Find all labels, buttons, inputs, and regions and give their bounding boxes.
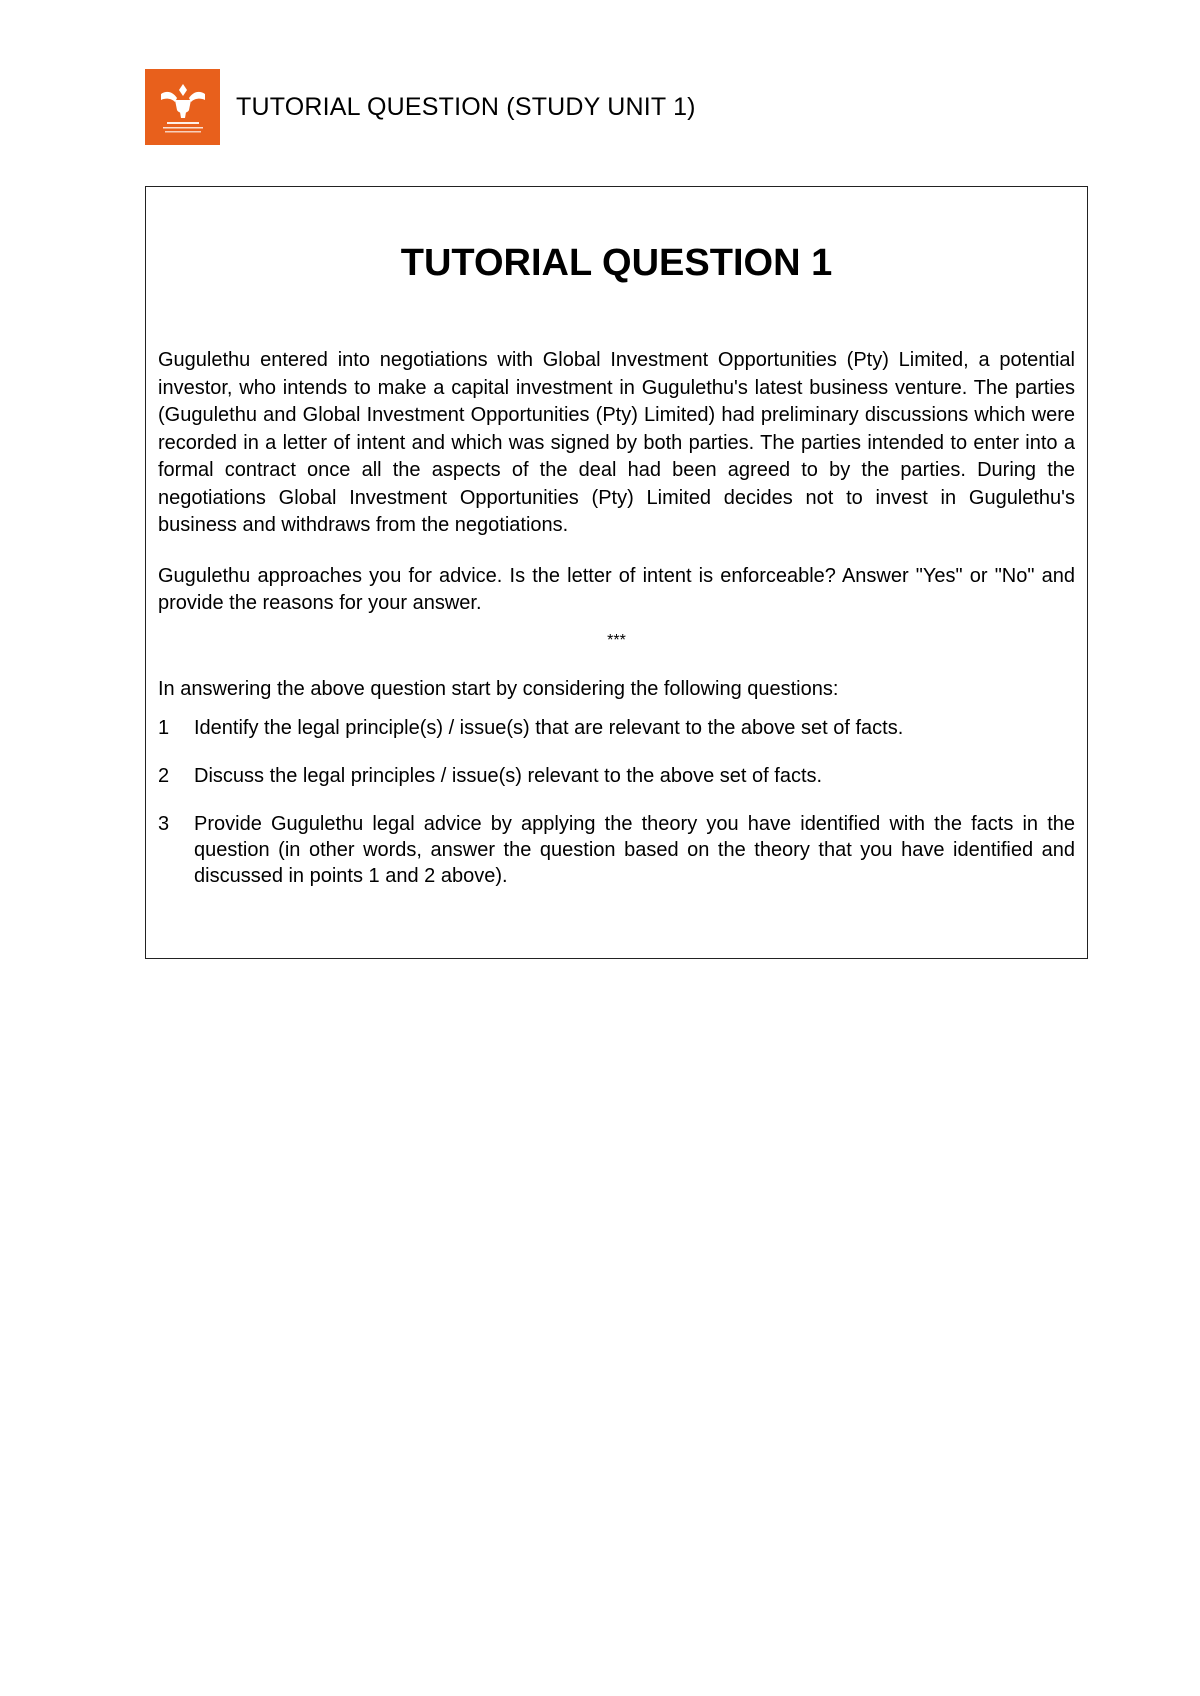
separator-stars: ***: [607, 631, 626, 649]
item-number: 3: [158, 813, 170, 835]
item-text: Discuss the legal principles / issue(s) relevant to the above set of facts.: [194, 765, 823, 787]
item-text: Identify the legal principle(s) / issue(s) that are relevant to the above set of facts.: [194, 717, 904, 739]
item-number: 2: [158, 765, 170, 787]
item-text: Provide Gugulethu legal advice by applying the theory you have identified with the facts in the question (in other words, answer the question based on the theory that you have identified and discussed in points 1 and 2 above).: [194, 813, 1075, 887]
list-item: [158, 763, 1075, 789]
crest-icon: [153, 76, 213, 138]
page-header: [145, 69, 696, 145]
instructions-intro: In answering the above question start by considering the following questions:: [158, 677, 839, 700]
list-item: [158, 811, 1075, 889]
university-logo: [145, 69, 220, 145]
header-title: TUTORIAL QUESTION (STUDY UNIT 1): [236, 92, 696, 121]
list-item: [158, 715, 1075, 741]
scenario-paragraph: Gugulethu entered into negotiations with Global Investment Opportunities (Pty) Limited, a potential investor, who intends to make a capital investment in Gugulethu's latest business venture. The parties (Gugulethu and Global Investment Opportunities (Pty) Limited) had preliminary discussions which were recorded in a letter of intent and which was signed by both parties. The parties intended to enter into a formal contract once all the aspects of the deal had been agreed to by the parties. During the negotiations Global Investment Opportunities (Pty) Limited decides not to invest in Gugulethu's business and withdraws from the negotiations.: [158, 349, 1075, 536]
sub-question-list: [158, 715, 1075, 889]
advice-question-paragraph: Gugulethu approaches you for advice. Is the letter of intent is enforceable? Answer "Yes" or "No" and provide the reasons for your answer.: [158, 564, 1075, 614]
question-box: [145, 186, 1088, 959]
question-title: TUTORIAL QUESTION 1: [400, 242, 833, 284]
item-number: 1: [158, 717, 170, 739]
